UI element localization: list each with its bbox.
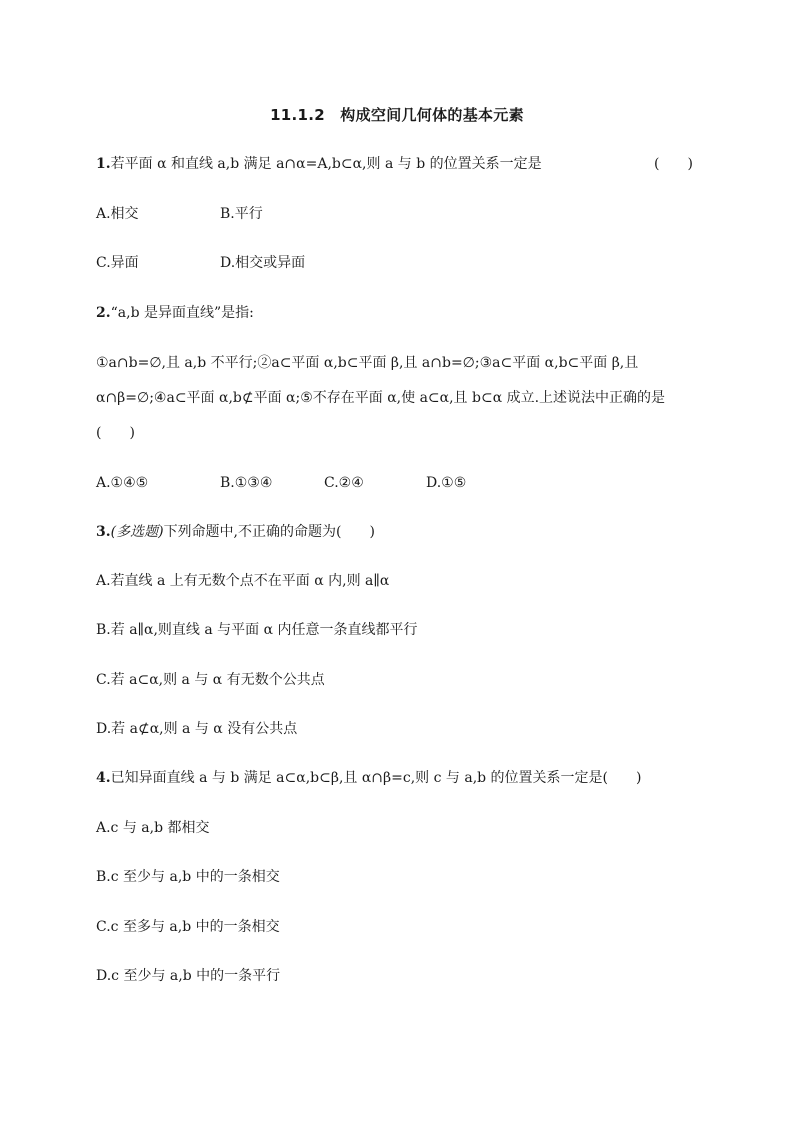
- question-text: 下列命题中,不正确的命题为( ): [163, 524, 375, 540]
- question-text: 已知异面直线 a 与 b 满足 a⊂α,b⊂β,且 α∩β=c,则 c 与 a,b 的位置关系一定是( ): [110, 770, 642, 786]
- question-number: 1.: [96, 156, 111, 172]
- option-d: D.c 至少与 a,b 中的一条平行: [96, 968, 281, 984]
- option-b: B.平行: [220, 206, 263, 222]
- option-c: C.c 至多与 a,b 中的一条相交: [96, 919, 280, 935]
- statement-line-2: α∩β=∅;④a⊂平面 α,b⊄平面 α;⑤不存在平面 α,使 a⊂α,且 b⊂α 成立.上述说法中正确的是: [96, 390, 666, 406]
- page-title: 11.1.2 构成空间几何体的基本元素: [270, 106, 524, 124]
- option-d: D.若 a⊄α,则 a 与 α 没有公共点: [96, 721, 298, 737]
- option-c: C.若 a⊂α,则 a 与 α 有无数个公共点: [96, 672, 325, 688]
- option-a: A.c 与 a,b 都相交: [96, 820, 210, 836]
- question-text: 若平面 α 和直线 a,b 满足 a∩α=A,b⊂α,则 a 与 b 的位置关系一定是: [110, 156, 542, 172]
- question-1: [96, 154, 542, 174]
- option-a: A.若直线 a 上有无数个点不在平面 α 内,则 a∥α: [96, 573, 390, 589]
- option-b: B.若 a∥α,则直线 a 与平面 α 内任意一条直线都平行: [96, 622, 418, 638]
- option-a: A.①④⑤: [96, 475, 149, 491]
- question-tag: (多选题): [110, 524, 164, 540]
- statement-line-1: ①a∩b=∅,且 a,b 不平行;②a⊂平面 α,b⊂平面 β,且 a∩b=∅;③a⊂平面 α,b⊂平面 β,且: [96, 355, 639, 371]
- answer-paren: ( ): [654, 156, 693, 172]
- option-a: A.相交: [96, 206, 139, 222]
- question-number: 3.: [96, 524, 111, 540]
- question-number: 2.: [96, 305, 111, 321]
- question-text: “a,b 是异面直线”是指:: [110, 305, 254, 321]
- question-number: 4.: [96, 770, 111, 786]
- question-2: [96, 303, 254, 323]
- option-b: B.①③④: [220, 475, 273, 491]
- option-c: C.②④: [324, 475, 364, 491]
- question-4: [96, 768, 641, 788]
- option-d: D.①⑤: [426, 475, 467, 491]
- question-3: [96, 522, 375, 542]
- option-b: B.c 至少与 a,b 中的一条相交: [96, 869, 280, 885]
- answer-paren: ( ): [96, 425, 135, 441]
- option-d: D.相交或异面: [220, 255, 306, 271]
- option-c: C.异面: [96, 255, 139, 271]
